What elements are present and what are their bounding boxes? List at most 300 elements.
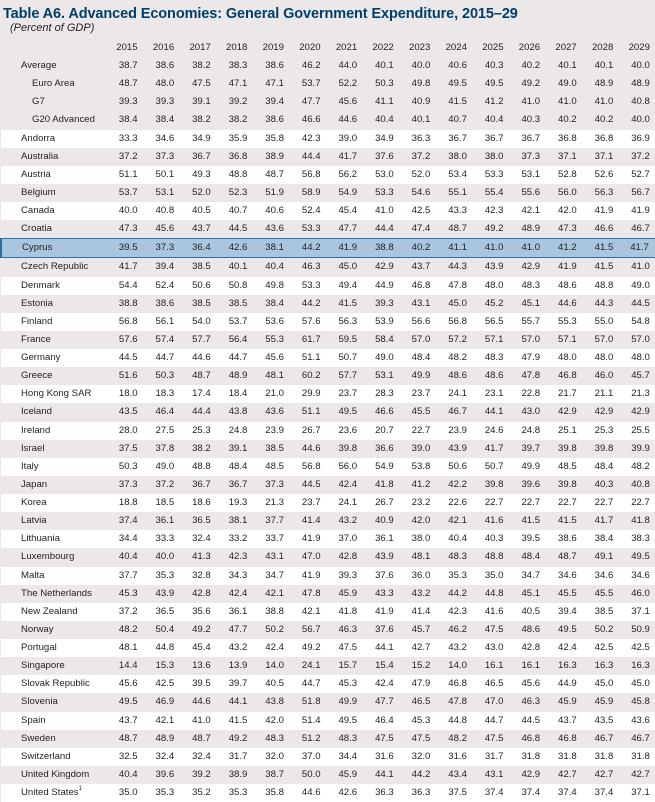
row-label: [1, 585, 107, 603]
row-label-text: Spain: [21, 714, 46, 726]
value-cell: 56.4: [217, 331, 254, 349]
value-cell: 38.1: [253, 239, 290, 258]
value-cell: 41.9: [619, 202, 655, 220]
value-cell: 48.1: [400, 548, 437, 566]
value-cell: 55.4: [473, 184, 510, 202]
value-cell: 51.8: [290, 693, 327, 711]
year-header-2024: 2024: [445, 41, 467, 53]
value-cell: 44.4: [363, 220, 400, 239]
value-cell: 34.6: [583, 567, 620, 585]
table-row: [1, 93, 655, 111]
row-label: [1, 476, 107, 494]
value-cell: 45.0: [327, 258, 364, 277]
value-cell: 42.4: [546, 639, 583, 657]
value-cell: 40.1: [546, 57, 583, 75]
value-cell: 48.6: [510, 621, 547, 639]
value-cell: 48.9: [217, 367, 254, 385]
value-cell: 45.0: [619, 675, 655, 693]
value-cell: 42.3: [290, 130, 327, 148]
value-cell: 48.9: [144, 730, 181, 748]
value-cell: 42.0: [546, 202, 583, 220]
value-cell: 56.8: [290, 166, 327, 184]
value-cell: 31.6: [363, 748, 400, 766]
value-cell: 50.9: [619, 621, 655, 639]
value-cell: 40.2: [400, 239, 437, 258]
table-row: [1, 258, 655, 277]
value-cell: 21.7: [546, 385, 583, 403]
value-cell: 38.4: [144, 111, 181, 129]
page-title: Table A6. Advanced Economies: General Government Expenditure, 2015–29: [3, 6, 518, 22]
value-cell: 38.8: [253, 603, 290, 621]
row-label-text: Finland: [21, 315, 53, 327]
value-cell: 34.6: [144, 130, 181, 148]
value-cell: 53.6: [253, 313, 290, 331]
value-cell: 39.4: [144, 258, 181, 277]
table-row: [1, 548, 655, 566]
value-cell: 34.6: [619, 567, 655, 585]
value-cell: 49.2: [510, 75, 547, 93]
table-row: [1, 130, 655, 148]
value-cell: 53.7: [107, 184, 144, 202]
value-cell: 35.3: [436, 567, 473, 585]
value-cell: 27.5: [144, 422, 181, 440]
value-cell: 38.5: [253, 440, 290, 458]
value-cell: 24.6: [473, 422, 510, 440]
year-header-2029: 2029: [628, 41, 650, 53]
value-cell: 39.8: [327, 440, 364, 458]
table-row: [1, 603, 655, 621]
value-cell: 48.2: [107, 621, 144, 639]
value-cell: 24.1: [290, 657, 327, 675]
value-cell: 47.7: [217, 621, 254, 639]
value-cell: 15.3: [144, 657, 181, 675]
value-cell: 28.3: [363, 385, 400, 403]
value-cell: 43.5: [583, 712, 620, 730]
value-cell: 37.8: [144, 440, 181, 458]
value-cell: 41.7: [473, 440, 510, 458]
value-cell: 16.1: [510, 657, 547, 675]
value-cell: 42.4: [327, 476, 364, 494]
year-header-2026: 2026: [518, 41, 541, 53]
value-cell: 43.1: [253, 548, 290, 566]
row-label-text: Estonia: [21, 297, 53, 309]
value-cell: 50.7: [327, 349, 364, 367]
value-cell: 50.2: [253, 621, 290, 639]
value-cell: 40.5: [180, 202, 217, 220]
value-cell: 22.7: [546, 494, 583, 512]
value-cell: 38.5: [217, 295, 254, 313]
value-cell: 41.9: [583, 202, 620, 220]
value-cell: 39.5: [107, 239, 144, 258]
table-row: [1, 567, 655, 585]
value-cell: 47.8: [436, 277, 473, 295]
value-cell: 45.9: [327, 766, 364, 784]
value-cell: 40.3: [510, 111, 547, 129]
row-label: [1, 657, 107, 675]
value-cell: 43.9: [436, 440, 473, 458]
row-label-text: Euro Area: [32, 78, 75, 90]
row-label: [1, 75, 107, 93]
table-row: [1, 331, 655, 349]
value-cell: 26.7: [363, 494, 400, 512]
value-cell: 46.6: [363, 403, 400, 421]
value-cell: 44.0: [327, 57, 364, 75]
table-row: [1, 403, 655, 421]
value-cell: 45.6: [327, 93, 364, 111]
value-cell: 37.1: [546, 148, 583, 166]
value-cell: 49.5: [107, 693, 144, 711]
value-cell: 40.0: [107, 202, 144, 220]
value-cell: 47.8: [436, 693, 473, 711]
value-cell: 54.9: [327, 184, 364, 202]
value-cell: 53.3: [290, 277, 327, 295]
value-cell: 40.3: [583, 476, 620, 494]
table-row: [1, 148, 655, 166]
table-row: [1, 440, 655, 458]
value-cell: 57.0: [400, 331, 437, 349]
value-cell: 39.7: [510, 440, 547, 458]
value-cell: 13.9: [217, 657, 254, 675]
value-cell: 41.2: [400, 476, 437, 494]
value-cell: 44.5: [510, 712, 547, 730]
value-cell: 37.0: [327, 530, 364, 548]
value-cell: 50.7: [473, 458, 510, 476]
row-label: [1, 295, 107, 313]
value-cell: 25.5: [619, 422, 655, 440]
value-cell: 37.3: [107, 476, 144, 494]
table-row: [1, 512, 655, 530]
value-cell: 49.0: [619, 277, 655, 295]
value-cell: 18.5: [144, 494, 181, 512]
value-cell: 56.2: [327, 166, 364, 184]
value-cell: 46.5: [400, 693, 437, 711]
value-cell: 32.5: [107, 748, 144, 766]
value-cell: 44.8: [473, 585, 510, 603]
value-cell: 35.0: [473, 567, 510, 585]
value-cell: 40.2: [546, 111, 583, 129]
value-cell: 38.6: [144, 57, 181, 75]
value-cell: 44.1: [363, 766, 400, 784]
value-cell: 56.8: [290, 458, 327, 476]
value-cell: 32.4: [180, 748, 217, 766]
value-cell: 52.6: [583, 166, 620, 184]
row-label: [1, 603, 107, 621]
value-cell: 37.4: [546, 784, 583, 802]
value-cell: 56.8: [107, 313, 144, 331]
value-cell: 37.1: [583, 148, 620, 166]
row-label-text: Andorra: [21, 132, 56, 144]
row-label: [1, 458, 107, 476]
row-label: [1, 567, 107, 585]
value-cell: 40.7: [217, 202, 254, 220]
value-cell: 25.3: [583, 422, 620, 440]
value-cell: 16.1: [473, 657, 510, 675]
value-cell: 42.9: [363, 258, 400, 277]
value-cell: 46.0: [583, 367, 620, 385]
row-label: [1, 748, 107, 766]
row-label-text: Ireland: [21, 424, 51, 436]
value-cell: 56.5: [473, 313, 510, 331]
value-cell: 42.0: [253, 712, 290, 730]
value-cell: 41.0: [619, 258, 655, 277]
value-cell: 57.0: [619, 331, 655, 349]
value-cell: 41.9: [290, 567, 327, 585]
value-cell: 45.5: [583, 585, 620, 603]
value-cell: 42.2: [436, 476, 473, 494]
value-cell: 16.3: [619, 657, 655, 675]
value-cell: 46.2: [436, 621, 473, 639]
value-cell: 45.9: [546, 693, 583, 711]
value-cell: 35.0: [107, 784, 144, 802]
year-header-2023: 2023: [409, 41, 431, 53]
value-cell: 47.7: [363, 693, 400, 711]
value-cell: 51.9: [253, 184, 290, 202]
table-row: [1, 57, 655, 75]
value-cell: 45.7: [619, 367, 655, 385]
table-row: [1, 712, 655, 730]
value-cell: 41.5: [436, 93, 473, 111]
value-cell: 23.2: [400, 494, 437, 512]
value-cell: 46.9: [144, 693, 181, 711]
value-cell: 36.5: [180, 512, 217, 530]
value-cell: 47.5: [327, 639, 364, 657]
value-cell: 41.0: [180, 712, 217, 730]
value-cell: 60.2: [290, 367, 327, 385]
row-label: [1, 258, 107, 277]
value-cell: 13.6: [180, 657, 217, 675]
corner-cell: [1, 38, 107, 57]
value-cell: 49.8: [400, 75, 437, 93]
value-cell: 37.6: [363, 148, 400, 166]
value-cell: 49.8: [253, 277, 290, 295]
value-cell: 40.0: [619, 111, 655, 129]
row-label-text: Cyprus: [22, 242, 53, 254]
value-cell: 57.6: [107, 331, 144, 349]
value-cell: 34.9: [180, 130, 217, 148]
value-cell: 57.0: [510, 331, 547, 349]
value-cell: 48.2: [436, 349, 473, 367]
value-cell: 36.3: [400, 130, 437, 148]
row-label: [1, 512, 107, 530]
value-cell: 53.0: [363, 166, 400, 184]
row-label: [1, 530, 107, 548]
value-cell: 45.8: [619, 693, 655, 711]
value-cell: 16.3: [583, 657, 620, 675]
value-cell: 41.5: [583, 239, 620, 258]
value-cell: 40.4: [107, 766, 144, 784]
value-cell: 44.4: [180, 403, 217, 421]
value-cell: 44.2: [436, 585, 473, 603]
value-cell: 38.4: [253, 295, 290, 313]
value-cell: 34.7: [510, 567, 547, 585]
row-label: [1, 313, 107, 331]
value-cell: 57.7: [327, 367, 364, 385]
row-label-text: Portugal: [21, 642, 57, 654]
value-cell: 32.8: [180, 567, 217, 585]
value-cell: 53.7: [217, 313, 254, 331]
value-cell: 44.6: [327, 111, 364, 129]
value-cell: 42.1: [290, 603, 327, 621]
row-label: [1, 331, 107, 349]
value-cell: 56.7: [290, 621, 327, 639]
row-label: [1, 148, 107, 166]
value-cell: 53.8: [400, 458, 437, 476]
row-label: [1, 111, 107, 129]
value-cell: 46.6: [583, 220, 620, 239]
value-cell: 56.3: [583, 184, 620, 202]
value-cell: 48.6: [546, 277, 583, 295]
value-cell: 43.6: [253, 220, 290, 239]
value-cell: 18.3: [144, 385, 181, 403]
value-cell: 51.1: [290, 349, 327, 367]
year-header-2028: 2028: [591, 41, 614, 53]
value-cell: 34.3: [217, 567, 254, 585]
value-cell: 47.7: [327, 220, 364, 239]
value-cell: 43.6: [619, 712, 655, 730]
value-cell: 56.6: [400, 313, 437, 331]
table-row: [1, 385, 655, 403]
value-cell: 43.7: [546, 712, 583, 730]
table-row: [1, 494, 655, 512]
year-header-2017: 2017: [189, 41, 211, 53]
value-cell: 36.7: [180, 148, 217, 166]
value-cell: 41.8: [363, 476, 400, 494]
value-cell: 38.2: [180, 440, 217, 458]
value-cell: 40.1: [363, 57, 400, 75]
value-cell: 45.2: [473, 295, 510, 313]
value-cell: 51.1: [290, 403, 327, 421]
value-cell: 46.5: [473, 675, 510, 693]
value-cell: 38.6: [253, 111, 290, 129]
value-cell: 48.7: [253, 166, 290, 184]
value-cell: 41.7: [327, 148, 364, 166]
value-cell: 49.9: [400, 367, 437, 385]
year-header-2015: 2015: [116, 41, 138, 53]
value-cell: 42.7: [619, 766, 655, 784]
value-cell: 42.1: [510, 202, 547, 220]
value-cell: 52.0: [400, 166, 437, 184]
value-cell: 42.5: [400, 202, 437, 220]
value-cell: 48.7: [107, 75, 144, 93]
value-cell: 39.4: [546, 603, 583, 621]
value-cell: 39.3: [327, 567, 364, 585]
value-cell: 43.9: [144, 585, 181, 603]
value-cell: 20.7: [363, 422, 400, 440]
table-row: [1, 748, 655, 766]
row-label-text: Norway: [21, 623, 54, 635]
value-cell: 14.4: [107, 657, 144, 675]
table-row: [1, 277, 655, 295]
value-cell: 37.4: [473, 784, 510, 802]
value-cell: 37.6: [363, 567, 400, 585]
value-cell: 38.6: [144, 295, 181, 313]
value-cell: 53.3: [290, 220, 327, 239]
value-cell: 40.6: [253, 202, 290, 220]
row-label-text: Austria: [21, 168, 51, 180]
value-cell: 49.1: [583, 548, 620, 566]
value-cell: 45.6: [107, 675, 144, 693]
table-subtitle: (Percent of GDP): [10, 22, 95, 34]
value-cell: 15.4: [363, 657, 400, 675]
value-cell: 37.4: [107, 512, 144, 530]
value-cell: 36.0: [400, 567, 437, 585]
value-cell: 22.7: [510, 494, 547, 512]
value-cell: 47.3: [546, 220, 583, 239]
value-cell: 47.5: [473, 621, 510, 639]
value-cell: 45.4: [327, 202, 364, 220]
value-cell: 47.0: [473, 693, 510, 711]
value-cell: 48.9: [583, 75, 620, 93]
value-cell: 34.4: [107, 530, 144, 548]
value-cell: 53.7: [290, 75, 327, 93]
year-header-2016: 2016: [152, 41, 175, 53]
value-cell: 41.7: [107, 258, 144, 277]
value-cell: 48.6: [473, 367, 510, 385]
table-body: [1, 57, 655, 802]
year-header-2025: 2025: [482, 41, 504, 53]
value-cell: 42.4: [217, 585, 254, 603]
value-cell: 36.3: [363, 784, 400, 802]
value-cell: 46.8: [436, 675, 473, 693]
value-cell: 34.6: [546, 567, 583, 585]
value-cell: 44.7: [473, 712, 510, 730]
value-cell: 55.0: [583, 313, 620, 331]
value-cell: 37.2: [107, 148, 144, 166]
row-label-text: Japan: [21, 478, 48, 490]
value-cell: 33.2: [217, 530, 254, 548]
value-cell: 37.4: [583, 784, 620, 802]
value-cell: 41.5: [510, 512, 547, 530]
year-header-row: [1, 38, 655, 57]
year-header-2027: 2027: [555, 41, 577, 53]
value-cell: 41.0: [363, 202, 400, 220]
value-cell: 44.6: [290, 784, 327, 802]
value-cell: 50.0: [290, 766, 327, 784]
value-cell: 38.6: [546, 530, 583, 548]
value-cell: 38.4: [583, 530, 620, 548]
value-cell: 47.5: [180, 75, 217, 93]
value-cell: 38.5: [180, 258, 217, 277]
value-cell: 18.0: [107, 385, 144, 403]
row-label-text: Israel: [21, 442, 45, 454]
value-cell: 38.0: [473, 148, 510, 166]
value-cell: 43.0: [510, 403, 547, 421]
value-cell: 43.4: [436, 766, 473, 784]
value-cell: 35.8: [253, 784, 290, 802]
value-cell: 57.6: [290, 313, 327, 331]
value-cell: 37.3: [510, 148, 547, 166]
value-cell: 37.2: [619, 148, 655, 166]
row-label-text: Slovenia: [21, 696, 58, 708]
value-cell: 32.4: [144, 748, 181, 766]
value-cell: 42.9: [510, 766, 547, 784]
value-cell: 42.8: [327, 548, 364, 566]
value-cell: 41.5: [546, 512, 583, 530]
value-cell: 51.2: [290, 730, 327, 748]
value-cell: 36.7: [510, 130, 547, 148]
row-label: [1, 277, 107, 295]
value-cell: 52.4: [290, 202, 327, 220]
table-row: [1, 675, 655, 693]
row-label: [1, 202, 107, 220]
value-cell: 43.3: [363, 585, 400, 603]
value-cell: 46.4: [144, 403, 181, 421]
value-cell: 42.5: [619, 639, 655, 657]
value-cell: 50.2: [583, 621, 620, 639]
value-cell: 37.3: [144, 239, 181, 258]
value-cell: 53.4: [436, 166, 473, 184]
table-row: [1, 530, 655, 548]
